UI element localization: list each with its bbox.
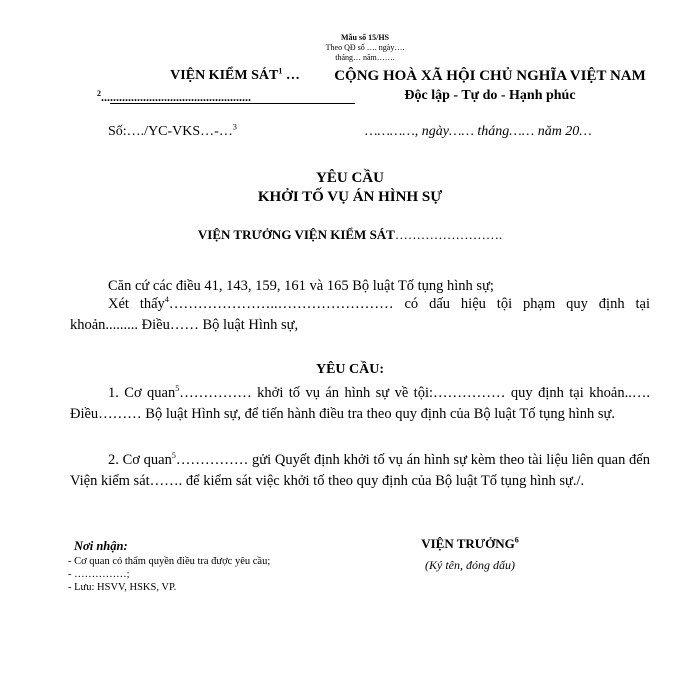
consider-paragraph: Xét thấy$^4$…………………..…………………… có dấu hiệu tội phạm quy định tại khoản......... Điều…… Bộ luật Hình sự,	[70, 295, 650, 333]
request-heading: YÊU CẦU:	[315, 362, 385, 377]
footnote-2: 2	[97, 89, 101, 98]
basis-paragraph: Căn cứ các điều 41, 143, 159, 161 và 165 Bộ luật Tố tụng hình sự;	[108, 278, 494, 294]
agency-name: VIỆN KIỂM SÁT$^1$ …	[170, 66, 300, 83]
footnote-3: 3	[232, 122, 237, 132]
department-underline	[110, 103, 355, 104]
recipient-item: - Lưu: HSVV, HSKS, VP.	[68, 582, 177, 593]
signature-note: (Ký tên, đóng dấu)	[425, 558, 515, 572]
republic-title: CỘNG HOÀ XÃ HỘI CHỦ NGHĨA VIỆT NAM	[334, 68, 646, 84]
footnote-5a: 5	[175, 384, 180, 394]
signature-block	[370, 536, 570, 573]
agency-header	[110, 68, 360, 84]
motto: Độc lập - Tự do - Hạnh phúc	[404, 88, 576, 103]
request-item-2: 2. Cơ quan$^5$…………… gửi Quyết định khởi tố vụ án hình sự kèm theo tài liệu liên quan đến Viện kiểm sát……. để kiểm sát việc khởi tố theo quy định của Bộ luật Tố tụng hình sự./.	[70, 451, 650, 489]
recipients-block	[68, 540, 298, 594]
request-item-1: 1. Cơ quan$^5$…………… khởi tố vụ án hình sự về tội:…………… quy định tại khoản..…. Điều……… Bộ luật Hình sự, để tiến hành điều tra theo quy định của Bộ luật Tố tụng hình sự.	[70, 384, 650, 422]
document-title: YÊU CẦU	[316, 170, 384, 186]
recipient-item: - Cơ quan có thẩm quyền điều tra được yêu cầu;	[68, 556, 271, 567]
signer-role: VIỆN TRƯỞNG$^6$	[421, 535, 519, 551]
recipient-item: - ……………;	[68, 569, 130, 580]
footnote-5b: 5	[171, 451, 176, 461]
document-subtitle: KHỞI TỐ VỤ ÁN HÌNH SỰ	[257, 189, 443, 205]
form-month-year: tháng… năm…….	[335, 53, 395, 62]
document-number: Số:…./YC-VKS…-…$^3$	[108, 122, 237, 139]
department-line: $^2$..................................................	[97, 89, 251, 104]
national-header	[325, 68, 655, 104]
recipients-label: Nơi nhận:	[74, 539, 128, 553]
form-code-block	[320, 33, 410, 63]
footnote-4: 4	[164, 295, 169, 305]
form-decision: Theo QĐ số …. ngày….	[325, 43, 405, 52]
form-code: Mẫu số 15/HS	[340, 33, 389, 42]
footnote-6: 6	[514, 535, 519, 545]
addressee: VIỆN TRƯỞNG VIỆN KIỂM SÁT…………………….	[197, 227, 503, 242]
document-date: …………, ngày…… tháng…… năm 20…	[365, 124, 592, 139]
footnote-1: 1	[278, 66, 283, 76]
